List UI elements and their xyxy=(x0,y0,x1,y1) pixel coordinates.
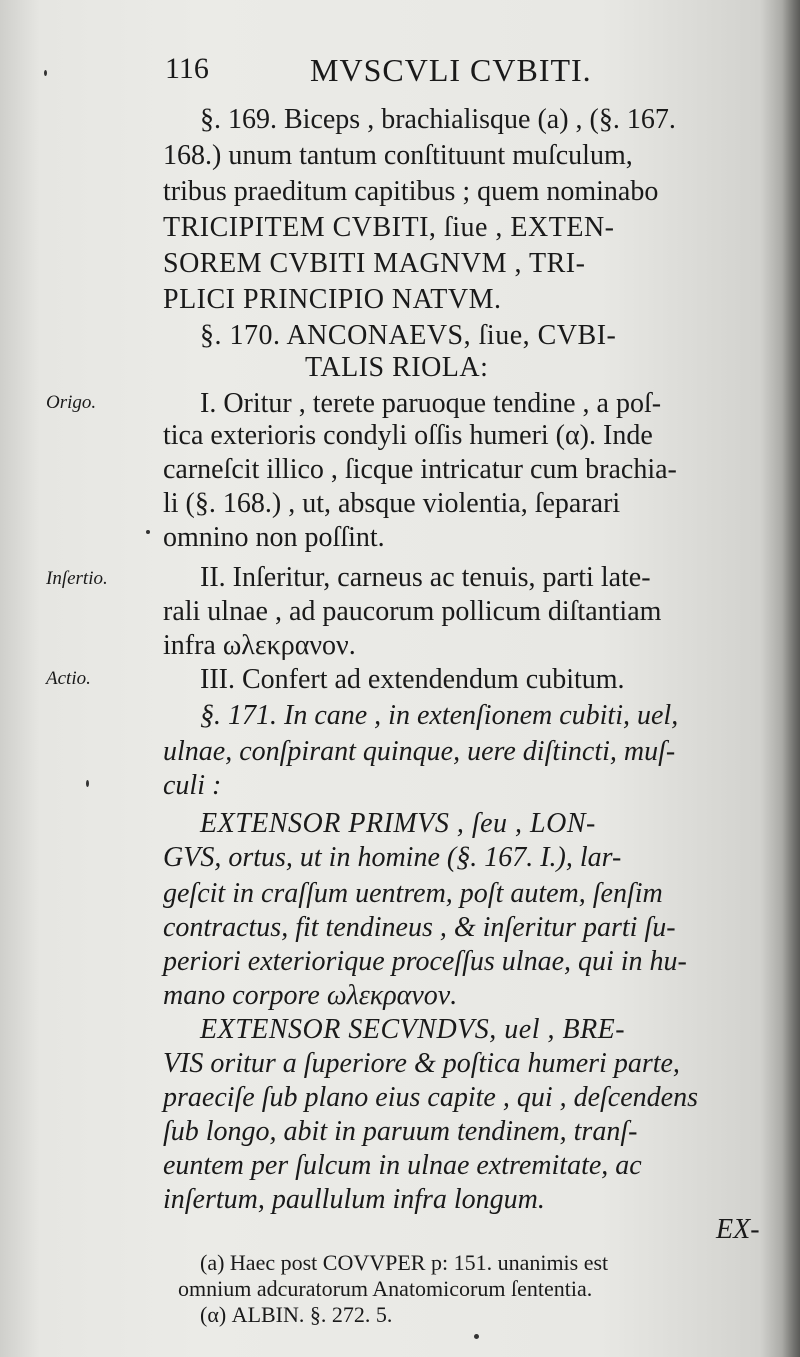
text-line: SOREM CVBITI MAGNVM , TRI- xyxy=(163,248,586,279)
text-line: §. 171. In cane , in extenſionem cubiti, uel, xyxy=(200,700,679,731)
margin-note-insertio: Inſertio. xyxy=(46,568,108,589)
margin-note-origo: Origo. xyxy=(46,392,97,413)
text-line: euntem per ſulcum in ulnae extremitate, ac xyxy=(163,1150,642,1181)
text-line: GVS, ortus, ut in homine (§. 167. I.), lar- xyxy=(163,842,622,873)
text-line: III. Confert ad extendendum cubitum. xyxy=(200,664,625,695)
footnote-alpha: (α) ALBIN. §. 272. 5. xyxy=(200,1302,393,1327)
text-line: TALIS RIOLA: xyxy=(305,352,489,383)
text-line: ſub longo, abit in paruum tendinem, tranſ- xyxy=(163,1116,638,1147)
ink-speck xyxy=(146,530,150,534)
text-line: ulnae, conſpirant quinque, uere diſtincti, muſ- xyxy=(163,736,676,767)
ink-speck xyxy=(86,780,89,787)
catchword: EX- xyxy=(716,1214,760,1245)
text-line: omnino non poſſint. xyxy=(163,522,385,553)
footnote-a: (a) Haec post COVVPER p: 151. unanimis est xyxy=(200,1250,609,1275)
text-line: §. 169. Biceps , brachialisque (a) , (§. 167. xyxy=(200,104,676,135)
page-edge-shadow xyxy=(782,0,800,1357)
text-line: 168.) unum tantum conſtituunt muſculum, xyxy=(163,140,633,171)
running-title: MVSCVLI CVBITI. xyxy=(310,52,592,88)
text-line: culi : xyxy=(163,770,222,801)
text-line: EXTENSOR SECVNDVS, uel , BRE- xyxy=(200,1014,626,1045)
text-line: II. Inſeritur, carneus ac tenuis, parti late- xyxy=(200,562,651,593)
text-line: tribus praeditum capitibus ; quem nominabo xyxy=(163,176,659,207)
text-line: VIS oritur a ſuperiore & poſtica humeri parte, xyxy=(163,1048,680,1079)
text-line: carneſcit illico , ſicque intricatur cum brachia- xyxy=(163,454,677,485)
text-line: mano corpore ωλεκρανον. xyxy=(163,980,458,1011)
page-header xyxy=(0,52,800,92)
footnote-a-cont: omnium adcuratorum Anatomicorum ſententia. xyxy=(178,1276,593,1301)
text-line: praeciſe ſub plano eius capite , qui , deſcendens xyxy=(163,1082,698,1113)
text-line: tica exterioris condyli oſſis humeri (α). Inde xyxy=(163,420,653,451)
text-line: I. Oritur , terete paruoque tendine , a poſ- xyxy=(200,388,662,419)
text-line: li (§. 168.) , ut, absque violentia, ſeparari xyxy=(163,488,621,519)
text-line: §. 170. ANCONAEVS, ſiue, CVBI- xyxy=(200,320,617,351)
text-line: TRICIPITEM CVBITI, ſiue , EXTEN- xyxy=(163,212,615,243)
text-line: PLICI PRINCIPIO NATVM. xyxy=(163,284,502,315)
text-line: infra ωλεκρανον. xyxy=(163,630,356,661)
text-line: inſertum, paullulum infra longum. xyxy=(163,1184,545,1215)
text-line: contractus, fit tendineus , & inſeritur parti ſu- xyxy=(163,912,676,943)
text-line: geſcit in craſſum uentrem, poſt autem, ſenſim xyxy=(163,878,663,909)
page-number: 116 xyxy=(165,52,209,85)
ink-speck xyxy=(44,70,47,76)
margin-note-actio: Actio. xyxy=(46,668,91,689)
text-line: periori exteriorique proceſſus ulnae, qui in hu- xyxy=(163,946,687,977)
text-line: EXTENSOR PRIMVS , ſeu , LON- xyxy=(200,808,596,839)
text-line: rali ulnae , ad paucorum pollicum diſtantiam xyxy=(163,596,662,627)
ink-speck xyxy=(474,1334,479,1339)
